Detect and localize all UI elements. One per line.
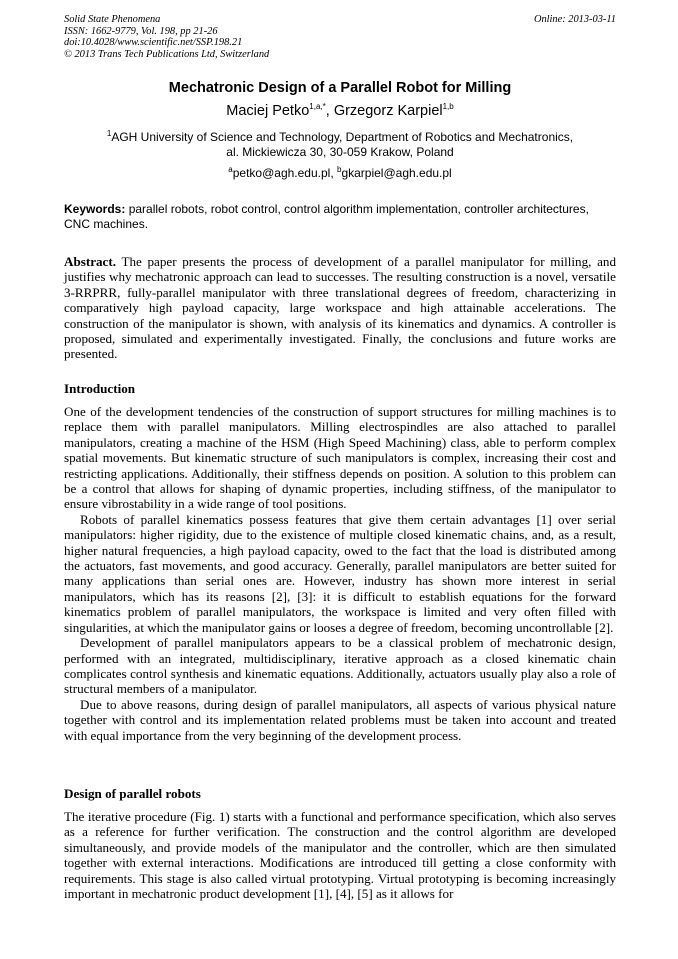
- section-heading-introduction: Introduction: [64, 381, 136, 396]
- affiliation-address: al. Mickiewicza 30, 30-059 Krakow, Poland: [226, 145, 454, 159]
- email-superscript: b: [337, 165, 342, 174]
- abstract-label: Abstract.: [64, 254, 116, 269]
- affiliation: [64, 130, 616, 160]
- paragraph: Development of parallel manipulators appears to be a classical problem of mechatronic design, performed with an integrated, multidisciplinary, iterative approach as a closed kinematic chain complicates control synthesis and kinematic equations. Additionally, actuators usually play also a role of structural members of a manipulator.: [64, 635, 616, 697]
- affiliation-text: AGH University of Science and Technology, Department of Robotics and Mechatronics,: [111, 130, 574, 144]
- abstract-text: The paper presents the process of development of a parallel manipulator for milling, and justifies why mechatronic approach can lead to successes. The resulting construction is a novel, versatile 3-RRPRR, fully-parallel manipulator with three translational degrees of freedom, characterizing in comparatively high payload capacity, large workspace and high attainable accelerations. The construction of the manipulator is shown, with analysis of its kinematics and dynamics. A controller is proposed, simulated and experimentally investigated. Finally, the conclusions and future works are presented.: [64, 254, 616, 362]
- paragraph: Due to above reasons, during design of parallel manipulators, all aspects of various physical nature together with control and its implementation related problems must be taken into account and treated with equal importance from the very beginning of the development process.: [64, 696, 616, 743]
- email-address: petko@agh.edu.pl,: [232, 166, 337, 180]
- affiliation-line: [64, 130, 616, 145]
- email-superscript: a: [228, 165, 233, 174]
- section-heading-design: Design of parallel robots: [64, 786, 201, 801]
- paragraph: Robots of parallel kinematics possess features that give them certain advantages [1] over serial manipulators: higher rigidity, due to the existence of multiple closed kinematic chains, and, as a result, higher natural frequencies, a high payload capacity, owed to the fact that the load is distributed among the actuators, fast movements, and good accuracy. Generally, parallel manipulators are better suited for many applications than serial ones are. However, industry has shown more interest in serial manipulators, which has its reasons [2], [3]: it is difficult to establish equations for the forward kinematics problem of parallel manipulators, the workspace is limited and very often filled with singularities, at which the manipulator gains or looses a degree of freedom, becoming uncontrollable [2].: [64, 511, 616, 635]
- paragraph: One of the development tendencies of the construction of support structures for milling machines is to replace them with parallel manipulators. Milling electrospindles are also attached to parallel manipulators, creating a machine of the HSM (High Speed Machining) class, able to perform complex spatial movements. But kinematic structure of such manipulators is complex, increasing their cost and restricting applications. Additionally, their stiffness depends on position. A solution to this problem can be a control that allows for shaping of dynamic properties, including stiffness, of the manipulator to ensure vibrostability in a wide range of tool positions.: [64, 404, 616, 512]
- author-separator: ,: [325, 103, 334, 119]
- author-name: Grzegorz Karpiel: [333, 103, 443, 119]
- keywords: [64, 202, 616, 232]
- journal-name: Solid State Phenomena: [64, 14, 161, 25]
- paper-title: Mechatronic Design of a Parallel Robot for Milling: [168, 80, 512, 96]
- author-name: Maciej Petko: [226, 103, 310, 119]
- author-emails: [64, 166, 616, 180]
- abstract: [64, 254, 616, 362]
- online-date: Online: 2013-03-11: [533, 14, 616, 25]
- journal-issn: ISSN: 1662-9779, Vol. 198, pp 21-26: [64, 25, 218, 37]
- journal-header: [64, 14, 616, 60]
- author-list: [64, 103, 616, 119]
- author-superscript: 1,a,*: [309, 102, 326, 112]
- keywords-text: parallel robots, robot control, control algorithm implementation, controller architectures, CNC machines.: [64, 202, 589, 231]
- author-superscript: 1,b: [442, 102, 454, 112]
- keywords-label: Keywords:: [64, 202, 126, 216]
- email-address: gkarpiel@agh.edu.pl: [341, 166, 452, 180]
- design-body: The iterative procedure (Fig. 1) starts with a functional and performance specification, which also serves as a reference for further verification. The construction and the control algorithm are developed simultaneously, and provide models of the manipulator and the controller, which are then simulated together with external interactions. Modifications are introduced till getting a close conformity with requirements. This stage is also called virtual prototyping. Virtual prototyping is becoming increasingly important in mechatronic product development [1], [4], [5] as it allows for: [64, 809, 616, 902]
- journal-copyright: © 2013 Trans Tech Publications Ltd, Switzerland: [64, 48, 270, 60]
- journal-doi: doi:10.4028/www.scientific.net/SSP.198.21: [64, 37, 243, 49]
- introduction-body: [64, 404, 616, 743]
- affiliation-superscript: 1: [106, 129, 112, 138]
